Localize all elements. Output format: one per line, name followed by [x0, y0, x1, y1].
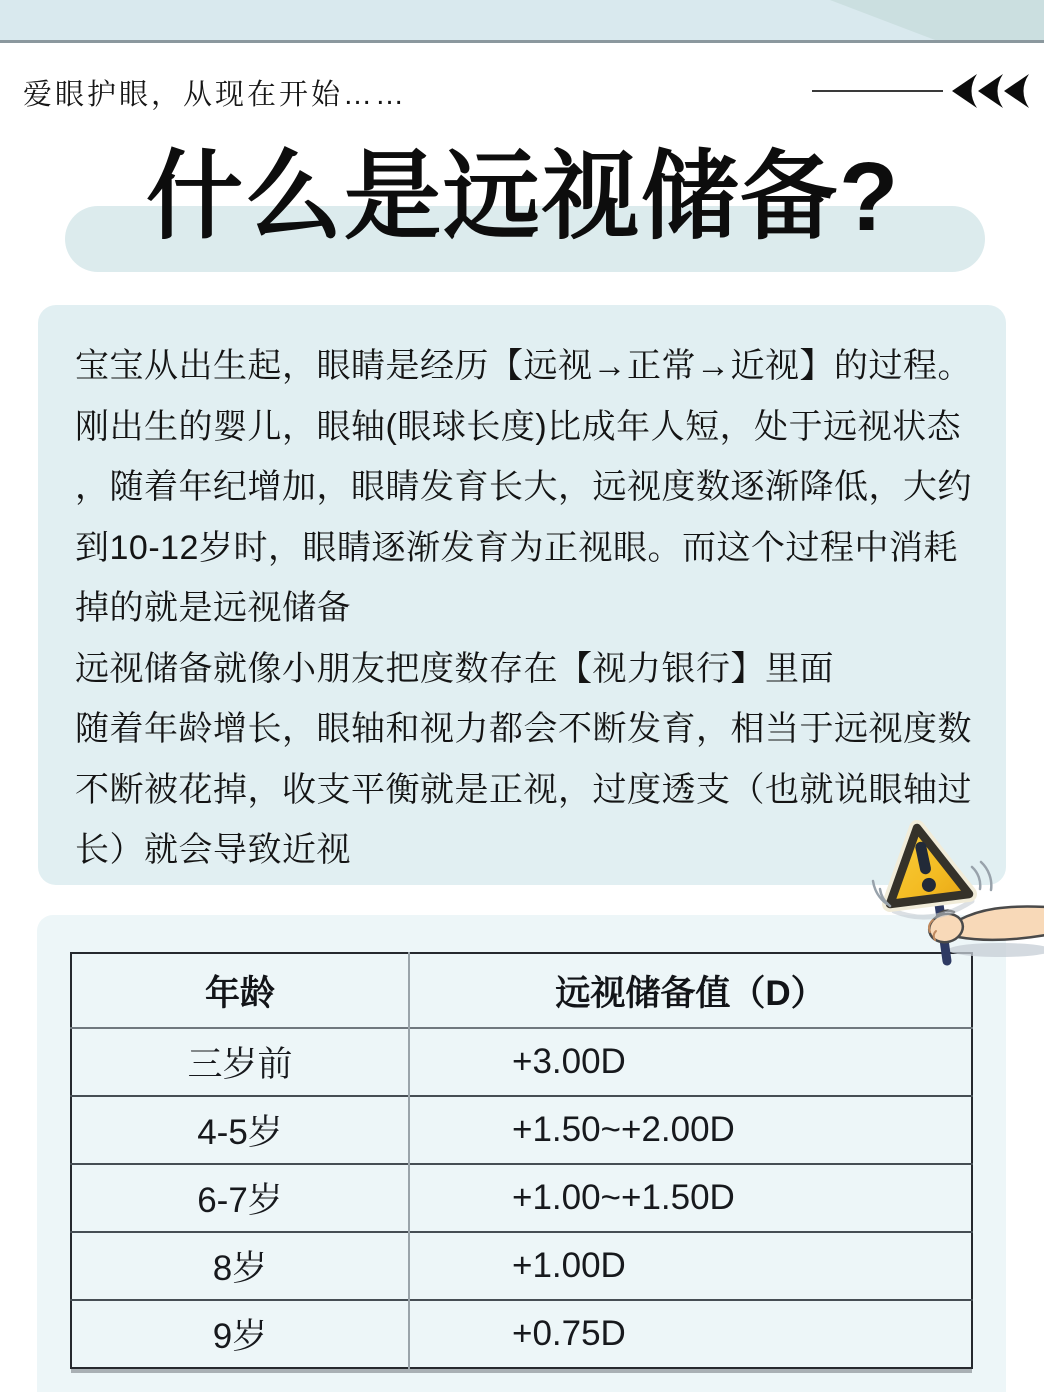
top-bar-corner-accent	[830, 0, 1044, 40]
age-cell: 4-5岁	[197, 1113, 283, 1152]
intro-line: 掉的就是远视储备	[75, 589, 351, 627]
arm-icon	[958, 907, 1044, 940]
intro-line: 远视储备就像小朋友把度数存在【视力银行】里面	[75, 649, 834, 688]
intro-line: 到10-12岁时，眼睛逐渐发育为正视眼。而这个过程中消耗	[75, 528, 958, 567]
tagline: 爱眼护眼，从现在开始……	[23, 79, 408, 111]
reserve-cell: +1.00D	[409, 1232, 972, 1300]
age-cell: 8岁	[212, 1249, 268, 1288]
table-row	[71, 1232, 972, 1300]
reserve-cell: +1.00~+1.50D	[409, 1164, 972, 1232]
age-cell: 9岁	[212, 1317, 268, 1356]
reserve-table	[70, 952, 973, 1369]
table-row	[71, 1300, 972, 1368]
intro-line: 不断被花掉，收支平衡就是正视，过度透支（也就说眼轴过	[75, 770, 972, 809]
table-header-row	[71, 953, 972, 1028]
page-title: 什么是远视储备?	[146, 142, 901, 251]
intro-line: ，随着年纪增加，眼睛发育长大，远视度数逐渐降低，大约	[75, 468, 972, 506]
warning-sign-illustration	[840, 795, 1044, 975]
reserve-cell: +0.75D	[409, 1300, 972, 1368]
triple-left-arrows-icon	[810, 70, 1040, 110]
table-row	[71, 1096, 972, 1164]
top-accent-bar	[0, 0, 1044, 40]
column-header-reserve: 远视储备值（D）	[409, 953, 972, 1028]
intro-line: 随着年龄增长，眼轴和视力都会不断发育，相当于远视度数	[75, 710, 972, 748]
age-cell: 三岁前	[187, 1045, 293, 1084]
intro-line: 长）就会导致近视	[75, 831, 351, 869]
top-bar-divider	[0, 40, 1044, 43]
table-row	[71, 1164, 972, 1232]
age-cell: 6-7岁	[197, 1181, 283, 1220]
intro-line: 宝宝从出生起，眼睛是经历【远视→正常→近视】的过程。	[75, 347, 972, 385]
column-header-age: 年龄	[204, 973, 275, 1013]
reserve-cell: +3.00D	[409, 1028, 972, 1096]
arm-shadow	[948, 943, 1044, 957]
table-row	[71, 1028, 972, 1096]
reserve-cell: +1.50~+2.00D	[409, 1096, 972, 1164]
intro-line: 刚出生的婴儿，眼轴(眼球长度)比成年人短，处于远视状态	[75, 407, 962, 446]
